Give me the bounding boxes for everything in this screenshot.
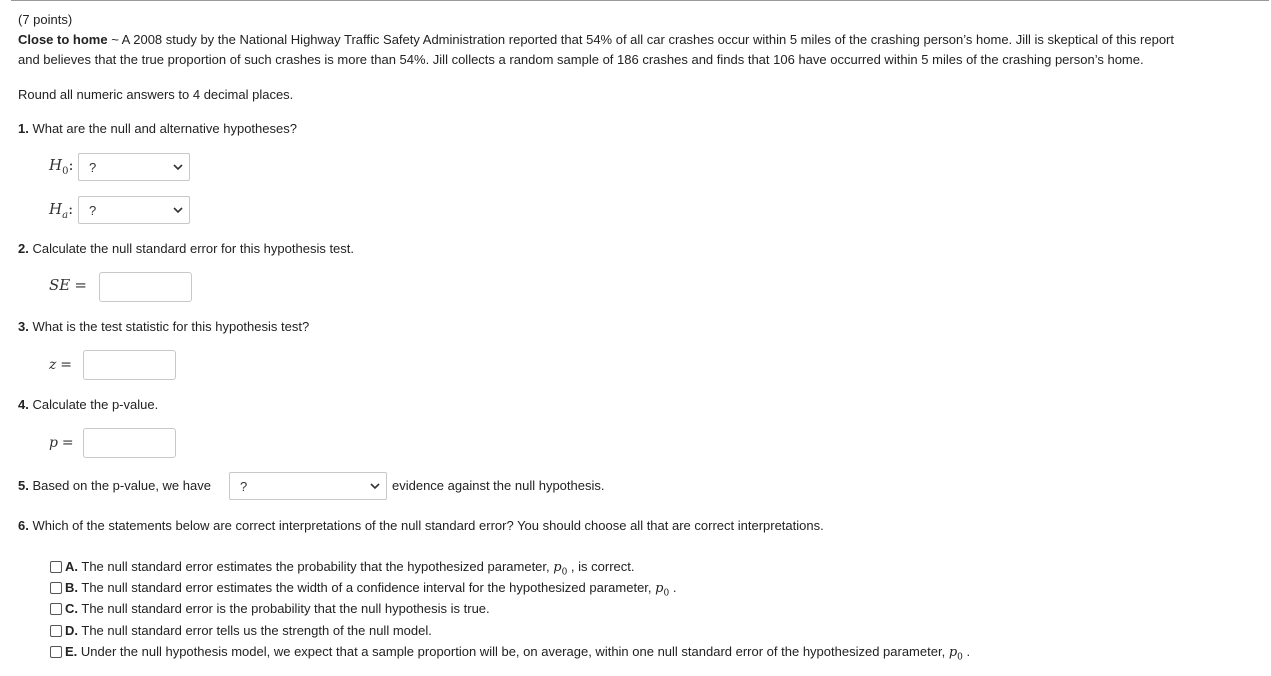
question-5-prefix: 5. Based on the p-value, we have: [18, 478, 211, 493]
option-a-checkbox[interactable]: [50, 561, 62, 573]
option-c-checkbox[interactable]: [50, 603, 62, 615]
evidence-select-value: ?: [240, 479, 248, 494]
p-input[interactable]: [83, 428, 176, 458]
p-label: p =: [49, 435, 74, 451]
p0-symbol: $p_0$: [948, 645, 963, 663]
option-b-label[interactable]: B. The null standard error estimates the width of a confidence interval for the hypothesized parameter, $p_0$ .: [65, 580, 677, 599]
chevron-down-icon: [173, 163, 183, 171]
option-b-checkbox[interactable]: [50, 582, 62, 594]
p0-symbol: $p_0$: [553, 560, 568, 578]
z-label: z =: [49, 357, 73, 373]
option-e-checkbox[interactable]: [50, 646, 62, 658]
chevron-down-icon: [370, 482, 380, 490]
option-d-label[interactable]: D. The null standard error tells us the strength of the null model.: [65, 623, 432, 638]
z-input[interactable]: [83, 350, 176, 380]
ha-select[interactable]: [78, 196, 190, 224]
intro-line-1: [18, 30, 1174, 50]
option-c-label[interactable]: C. The null standard error is the probability that the null hypothesis is true.: [65, 601, 490, 616]
question-5-suffix: evidence against the null hypothesis.: [392, 478, 605, 493]
question-1: 1. What are the null and alternative hypotheses?: [18, 121, 297, 136]
se-input[interactable]: [99, 272, 192, 302]
question-4: 4. Calculate the p-value.: [18, 397, 159, 412]
rounding-note: Round all numeric answers to 4 decimal places.: [18, 87, 294, 102]
option-a-label[interactable]: A. The null standard error estimates the probability that the hypothesized parameter, $p_0$ , is correct.: [65, 559, 635, 578]
intro-text-1: ~ A 2008 study by the National Highway Traffic Safety Administration reported that 54% of all car crashes occur within 5 miles of the crashing person’s home. Jill is skeptical of this report: [107, 32, 1174, 47]
question-6: 6. Which of the statements below are correct interpretations of the null standard error? You should choose all that are correct interpretations.: [18, 518, 824, 533]
intro-line-2: and believes that the true proportion of such crashes is more than 54%. Jill collects a random sample of 186 crashes and finds that 106 have occurred within 5 miles of the crashing person’s home.: [18, 52, 1144, 67]
h0-label: $H_0$:: [49, 156, 74, 177]
ha-select-value: ?: [89, 203, 97, 218]
p0-symbol: $p_0$: [655, 581, 670, 599]
question-3: 3. What is the test statistic for this hypothesis test?: [18, 319, 310, 334]
question-2: 2. Calculate the null standard error for this hypothesis test.: [18, 241, 355, 256]
problem-title: Close to home: [18, 32, 108, 47]
evidence-select[interactable]: [229, 472, 387, 500]
top-divider: [11, 0, 1269, 1]
points-label: (7 points): [18, 12, 73, 27]
se-label: SE =: [49, 276, 87, 294]
option-d-checkbox[interactable]: [50, 625, 62, 637]
ha-label: $H_a$:: [49, 200, 74, 221]
h0-select-value: ?: [89, 160, 97, 175]
chevron-down-icon: [173, 206, 183, 214]
h0-select[interactable]: [78, 153, 190, 181]
option-e-label[interactable]: E. Under the null hypothesis model, we expect that a sample proportion will be, on average, within one null standard error of the hypothesized parameter, $p_0$ .: [65, 644, 971, 663]
